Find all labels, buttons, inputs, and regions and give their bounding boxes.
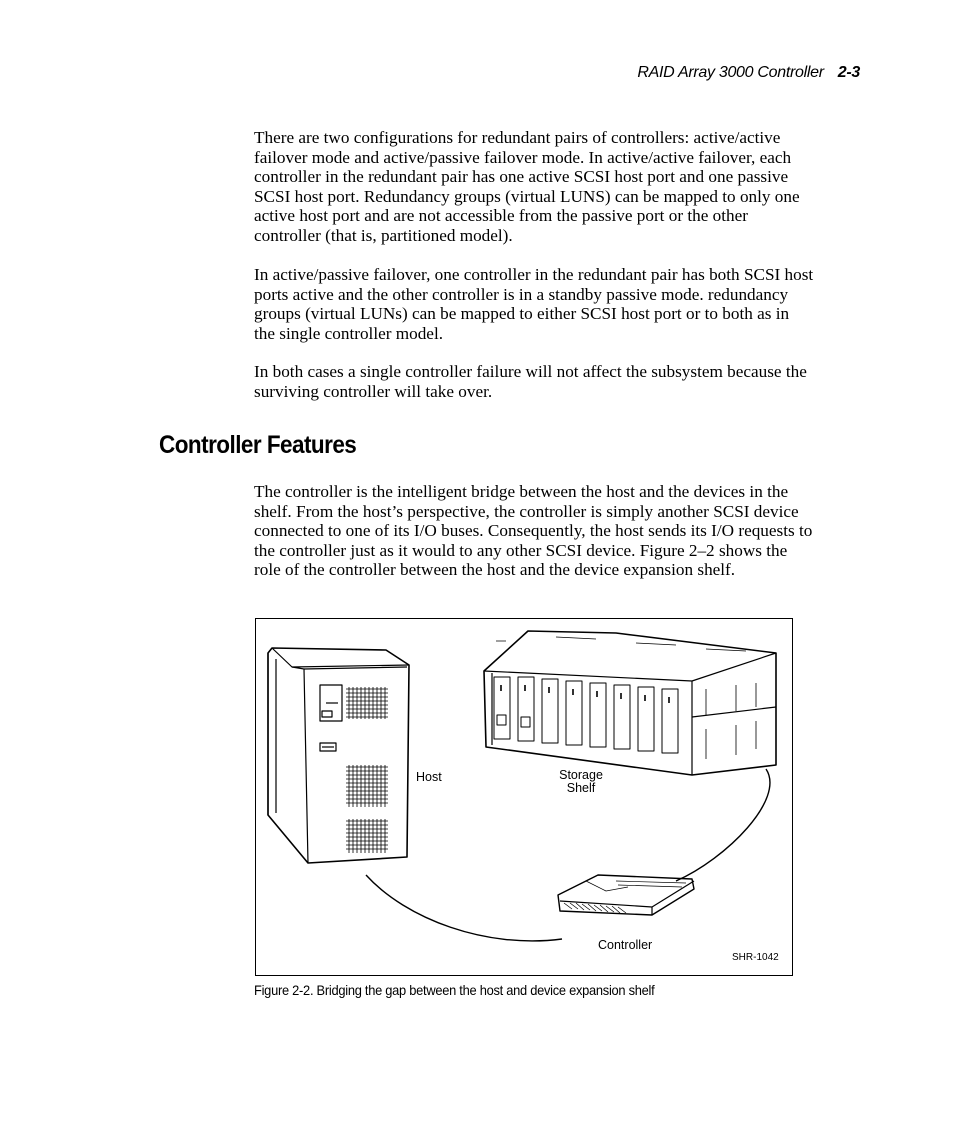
paragraph-failover-modes: There are two configurations for redundant pairs of controllers: active/active failover mode and active/passive failover mode. In active/active failover, each controller in the redundant pair has one active SCSI host port and one passive SCSI host port. Redundancy groups (virtual LUNS) can be mapped to only one active host port and are not accessible from the passive port or the other controller (that is, partitioned model). xyxy=(254,128,800,245)
host-computer-illustration xyxy=(268,648,409,863)
header-title: RAID Array 3000 Controller xyxy=(637,64,824,81)
paragraph-active-passive: In active/passive failover, one controller in the redundant pair has both SCSI host ports active and the other controller is in a standby passive mode. redundancy groups (virtual LUNs) can be mapped to either SCSI host port or to both as in the single controller model. xyxy=(254,265,814,343)
figure-2-2 xyxy=(255,618,793,976)
label-controller: Controller xyxy=(598,938,653,952)
label-host: Host xyxy=(416,770,442,784)
paragraph-both-cases: In both cases a single controller failure will not affect the subsystem because the surviving controller will take over. xyxy=(254,362,807,401)
section-heading: Controller Features xyxy=(159,431,357,459)
label-storage-line2: Shelf xyxy=(566,781,596,795)
label-storage-shelf xyxy=(556,769,606,795)
label-storage-line1: Storage xyxy=(559,768,603,782)
page-number: 2-3 xyxy=(837,64,860,81)
figure-id: SHR-1042 xyxy=(732,952,779,963)
paragraph-controller-intro: The controller is the intelligent bridge between the host and the devices in the shelf. From the host’s perspective, the controller is simply another SCSI device connected to one of its I/O buses. Consequently, the host sends its I/O requests to the controller just as it would to any other SCSI device. Figure 2–2 shows the role of the controller between the host and the device expansion shelf. xyxy=(254,482,813,580)
figure-caption: Figure 2-2. Bridging the gap between the host and device expansion shelf xyxy=(254,982,655,998)
controller-illustration xyxy=(558,875,694,915)
running-header xyxy=(637,64,860,82)
storage-shelf-illustration xyxy=(484,631,776,775)
